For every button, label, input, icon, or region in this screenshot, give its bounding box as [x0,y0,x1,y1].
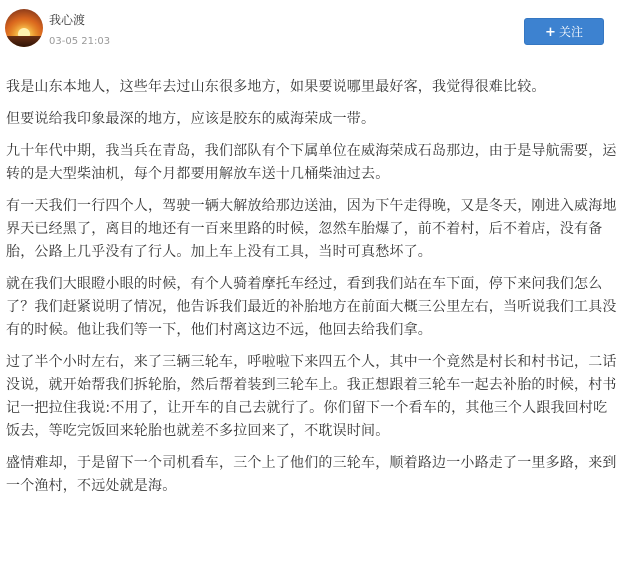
article-paragraph: 有一天我们一行四个人，驾驶一辆大解放给那边送油，因为下午走得晚，又是冬天，刚进入威海地界天已经黑了，离目的地还有一百来里路的时候，忽然车胎爆了，前不着村，后不着店，没有备胎，公路上几乎没有了行人。加上车上没有工具，当时可真愁坏了。 [6,198,617,260]
article-paragraph: 就在我们大眼瞪小眼的时候，有个人骑着摩托车经过，看到我们站在车下面，停下来问我们怎么了？我们赶紧说明了情况，他告诉我们最近的补胎地方在前面大概三公里左右，当听说我们工具没有的时候。他让我们等一下，他们村离这边不远，他回去给我们拿。 [6,276,617,338]
article-paragraph: 九十年代中期，我当兵在青岛，我们部队有个下属单位在威海荣成石岛那边，由于是导航需要，运转的是大型柴油机，每个月都要用解放车送十几桶柴油过去。 [6,143,617,182]
article-body [6,76,618,507]
post-header [0,0,640,64]
article-paragraph: 盛情难却，于是留下一个司机看车，三个上了他们的三轮车，顺着路边一小路走了一里多路，来到一个渔村，不远处就是海。 [6,455,617,494]
plus-icon: + [545,25,556,40]
post-timestamp: 03-05 21:03 [49,36,111,47]
article-paragraph: 过了半个小时左右，来了三辆三轮车，呼啦啦下来四五个人，其中一个竟然是村长和村书记，二话没说，就开始帮我们拆轮胎，然后帮着装到三轮车上。我正想跟着三轮车一起去补胎的时候，村书记一把拉住我说:不用了，让开车的自己去就行了。你们留下一个看车的，其他三个人跟我回村吃饭去，等吃完饭回来轮胎也就差不多拉回来了，不耽误时间。 [6,354,617,439]
avatar[interactable] [5,9,43,47]
article-paragraph: 我是山东本地人，这些年去过山东很多地方，如果要说哪里最好客，我觉得很难比较。 [6,79,546,95]
sunset-horizon-graphic [5,36,43,47]
follow-label: 关注 [558,25,583,39]
article-paragraph: 但要说给我印象最深的地方，应该是胶东的威海荣成一带。 [6,111,376,127]
username[interactable]: 我心渡 [49,13,86,27]
follow-button[interactable] [524,18,604,45]
